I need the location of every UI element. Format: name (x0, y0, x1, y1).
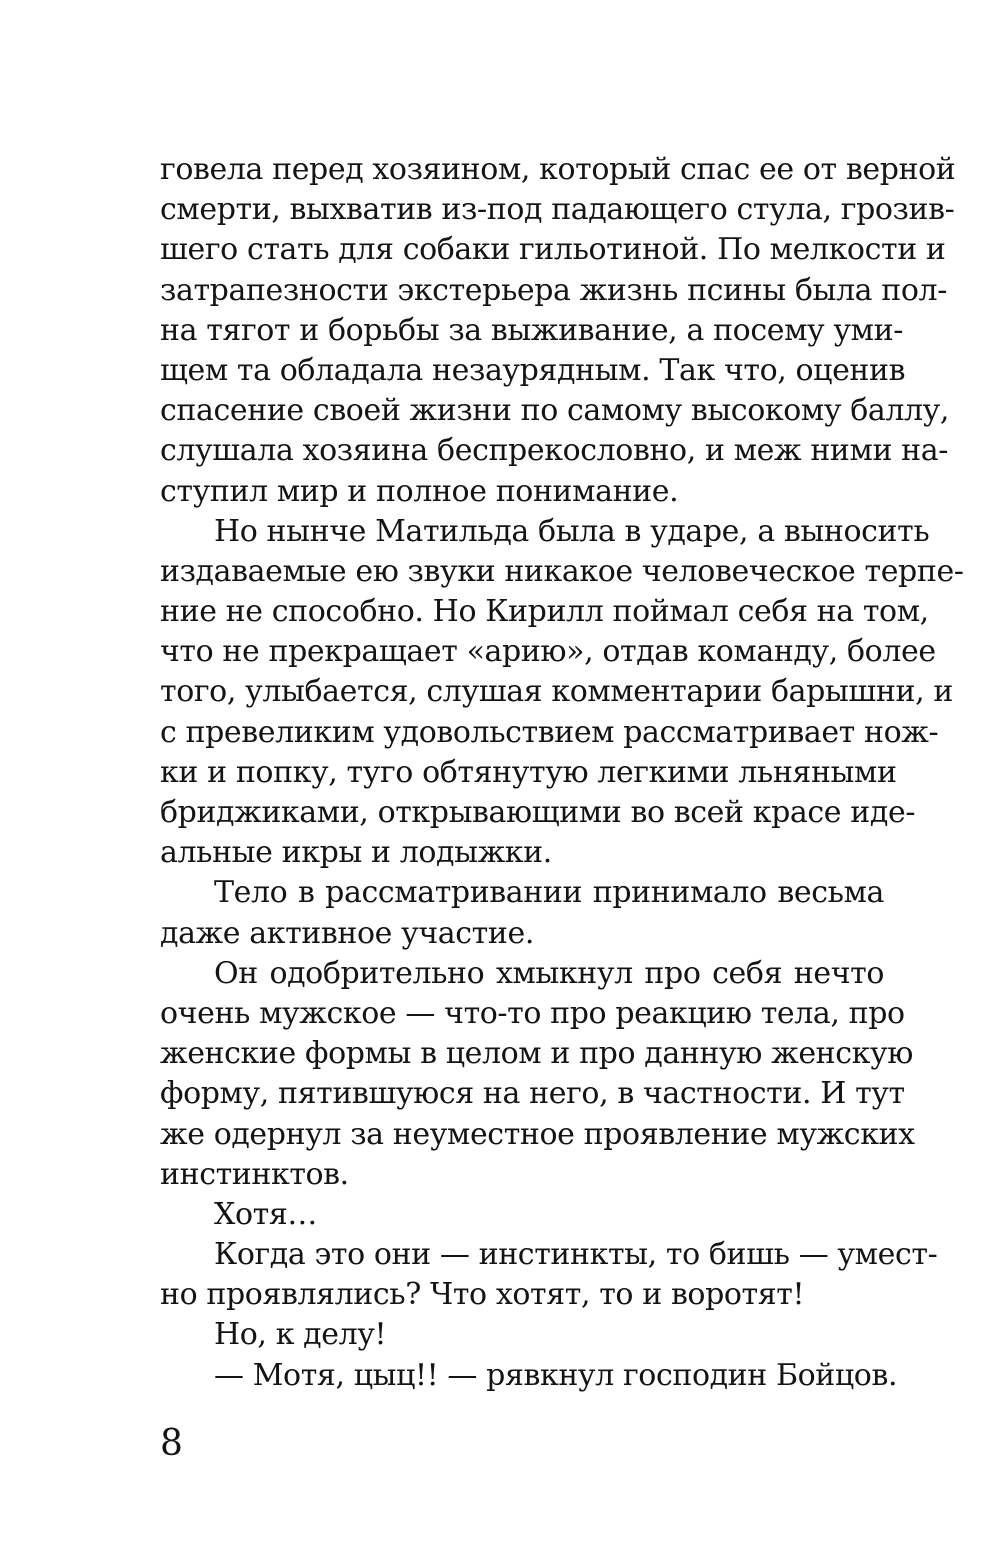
text-line: издаваемые ею звуки никакое человеческое терпе- (160, 553, 964, 589)
text-line: говела перед хозяином, который спас ее от верной (160, 152, 956, 187)
text-line: с превеликим удовольствием рассматривает нож- (160, 714, 939, 750)
text-line: ки и попку, туго обтянутую легкими льняными (160, 754, 897, 790)
text-line: даже активное участие. (160, 915, 534, 951)
text-line: Но нынче Матильда была в ударе, а выносить (214, 513, 930, 549)
text-line: бриджиками, открывающими во всей красе иде- (160, 795, 916, 830)
text-line: Но, к делу! (214, 1317, 387, 1353)
text-line: шего стать для собаки гильотиной. По мелкости и (160, 232, 946, 268)
text-line: ступил мир и полное понимание. (160, 473, 679, 509)
text-line: Он одобрительно хмыкнул про себя нечто (214, 955, 884, 991)
text-line: затрапезности экстерьера жизнь псины была пол- (160, 272, 947, 308)
text-line: что не прекращает «арию», отдав команду, более (160, 634, 936, 670)
text-line: Хотя… (214, 1196, 317, 1232)
page-number: 8 (160, 1423, 183, 1464)
text-line: Тело в рассматривании принимало весьма (214, 875, 884, 911)
text-line: — Мотя, цыц!! — рявкнул господин Бойцов. (214, 1357, 898, 1393)
text-line: Когда это они — инстинкты, то бишь — умест- (214, 1237, 938, 1273)
text-line: же одернул за неуместное проявление мужских (160, 1116, 915, 1152)
text-line: форму, пятившуюся на него, в частности. И тут (160, 1076, 905, 1112)
text-line: инстинктов. (160, 1156, 349, 1192)
text-line: щем та обладала незаурядным. Так что, оценив (160, 352, 906, 388)
text-line: женские формы в целом и про данную женскую (160, 1036, 913, 1072)
text-line: альные икры и лодыжки. (160, 835, 552, 871)
text-line: но проявлялись? Что хотят, то и воротят! (160, 1277, 805, 1313)
body-text (160, 150, 964, 1396)
text-line: смерти, выхватив из-под падающего стула, грозив- (160, 192, 955, 228)
text-line: очень мужское — что-то про реакцию тела, про (160, 995, 905, 1031)
text-line: ние не способно. Но Кирилл поймал себя на том, (160, 594, 929, 630)
text-line: того, улыбается, слушая комментарии барышни, и (160, 674, 953, 710)
text-line: слушала хозяина беспрекословно, и меж ними на- (160, 433, 948, 469)
text-line: на тягот и борьбы за выживание, а посему уми- (160, 312, 903, 348)
text-line: спасение своей жизни по самому высокому баллу, (160, 393, 950, 429)
